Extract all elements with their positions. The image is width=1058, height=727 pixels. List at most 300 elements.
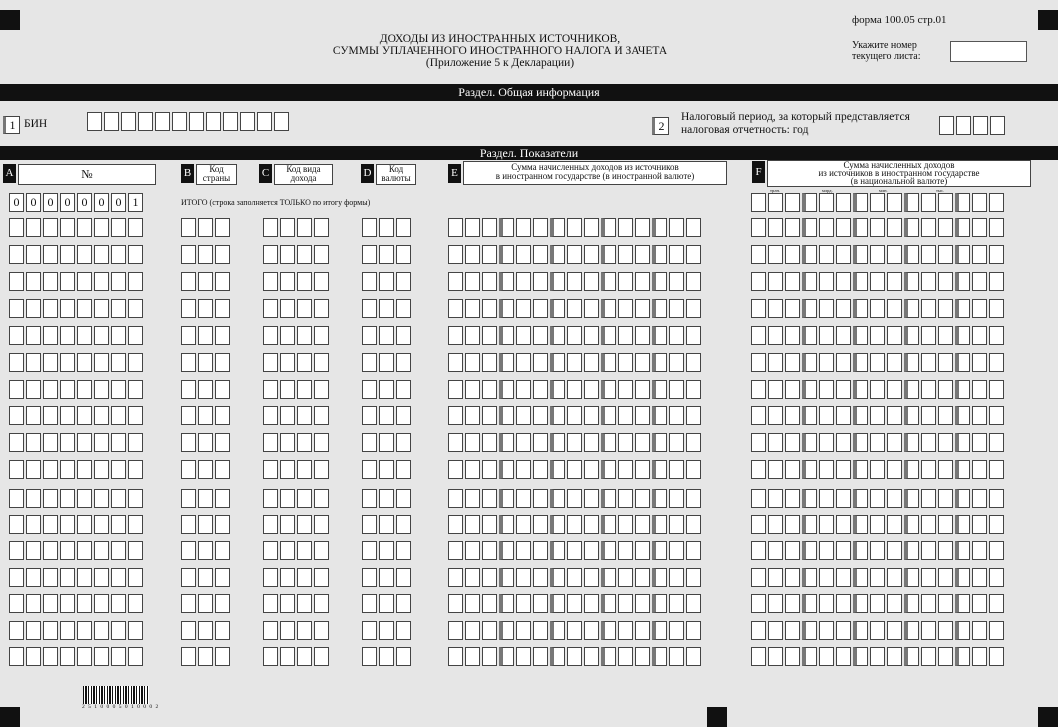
col-e-cell[interactable] [584,245,599,264]
col-f-cell[interactable] [751,353,766,372]
col-d-cell[interactable] [362,541,377,560]
col-d-group[interactable] [362,594,411,613]
col-f-cell[interactable] [819,568,834,587]
col-a-cell[interactable] [111,460,126,479]
col-a-cell[interactable] [94,541,109,560]
col-c-cell[interactable] [280,541,295,560]
col-a-cell[interactable]: 0 [26,193,41,212]
col-d-cell[interactable] [396,594,411,613]
col-e-cell[interactable] [601,594,616,613]
col-f-cell[interactable] [904,353,919,372]
col-f-cell[interactable] [751,433,766,452]
col-c-cell[interactable] [263,433,278,452]
col-e-cell[interactable] [465,380,480,399]
col-a-cell[interactable] [26,647,41,666]
col-f-cell[interactable] [938,245,953,264]
col-e-cell[interactable] [550,380,565,399]
col-f-group[interactable] [751,380,1004,399]
col-f-cell[interactable] [853,433,868,452]
bin-input[interactable] [87,112,289,131]
col-f-cell[interactable] [785,647,800,666]
col-e-cell[interactable] [499,326,514,345]
col-a-cell[interactable] [77,245,92,264]
col-e-cell[interactable] [499,218,514,237]
col-a-cell[interactable]: 0 [77,193,92,212]
col-e-group[interactable] [448,541,701,560]
col-f-group[interactable] [751,489,1004,508]
col-f-cell[interactable] [751,515,766,534]
col-c-cell[interactable] [314,647,329,666]
col-e-cell[interactable] [550,568,565,587]
col-f-cell[interactable] [768,568,783,587]
col-e-cell[interactable] [448,380,463,399]
col-e-cell[interactable] [584,568,599,587]
col-c-cell[interactable] [280,272,295,291]
col-b-cell[interactable] [181,433,196,452]
col-e-cell[interactable] [669,406,684,425]
col-e-cell[interactable] [618,406,633,425]
col-e-cell[interactable] [567,299,582,318]
col-a-group[interactable] [9,433,143,452]
col-f-cell[interactable] [802,568,817,587]
col-f-cell[interactable] [921,299,936,318]
col-f-cell[interactable] [819,326,834,345]
col-a-cell[interactable]: 1 [128,193,143,212]
col-e-cell[interactable] [686,353,701,372]
col-a-cell[interactable] [77,489,92,508]
col-f-cell[interactable] [751,218,766,237]
col-a-cell[interactable] [9,621,24,640]
col-a-cell[interactable] [111,433,126,452]
col-c-cell[interactable] [297,647,312,666]
col-a-cell[interactable] [26,568,41,587]
col-a-cell[interactable] [111,541,126,560]
col-f-cell[interactable] [972,218,987,237]
col-e-cell[interactable] [550,515,565,534]
col-e-cell[interactable] [448,647,463,666]
col-d-cell[interactable] [379,541,394,560]
col-f-cell[interactable] [955,272,970,291]
col-e-cell[interactable] [618,568,633,587]
col-c-cell[interactable] [280,647,295,666]
col-f-cell[interactable] [819,621,834,640]
col-e-cell[interactable] [499,433,514,452]
col-a-cell[interactable] [60,299,75,318]
col-d-cell[interactable] [379,245,394,264]
col-e-cell[interactable] [482,489,497,508]
col-c-group[interactable] [263,245,329,264]
col-c-cell[interactable] [263,515,278,534]
col-f-cell[interactable] [853,245,868,264]
col-f-group[interactable] [751,245,1004,264]
col-e-cell[interactable] [482,594,497,613]
col-a-cell[interactable] [128,245,143,264]
col-e-cell[interactable] [601,380,616,399]
col-f-cell[interactable] [870,272,885,291]
col-c-cell[interactable] [280,380,295,399]
col-f-cell[interactable] [904,380,919,399]
col-f-cell[interactable] [938,353,953,372]
col-b-cell[interactable] [215,326,230,345]
col-a-cell[interactable] [77,326,92,345]
col-f-cell[interactable] [785,621,800,640]
col-e-cell[interactable] [669,218,684,237]
col-b-group[interactable] [181,594,230,613]
col-f-cell[interactable] [802,380,817,399]
col-f-cell[interactable] [819,299,834,318]
col-f-cell[interactable] [972,433,987,452]
col-b-cell[interactable] [215,541,230,560]
col-e-cell[interactable] [533,433,548,452]
col-e-cell[interactable] [635,272,650,291]
col-e-cell[interactable] [601,353,616,372]
col-c-group[interactable] [263,541,329,560]
col-e-cell[interactable] [669,594,684,613]
col-b-cell[interactable] [181,621,196,640]
col-a-cell[interactable] [77,460,92,479]
col-c-cell[interactable] [297,568,312,587]
col-c-cell[interactable] [314,489,329,508]
col-e-cell[interactable] [618,594,633,613]
col-f-cell[interactable] [802,647,817,666]
col-f-cell[interactable] [938,272,953,291]
col-f-cell[interactable] [836,218,851,237]
col-f-cell[interactable] [972,568,987,587]
col-a-cell[interactable] [94,245,109,264]
bin-digit-cell[interactable] [87,112,102,131]
col-e-cell[interactable] [618,433,633,452]
col-e-cell[interactable] [669,353,684,372]
col-e-cell[interactable] [567,541,582,560]
col-f-cell[interactable] [870,353,885,372]
col-a-cell[interactable] [43,568,58,587]
col-e-cell[interactable] [448,515,463,534]
col-e-cell[interactable] [635,489,650,508]
col-e-cell[interactable] [601,299,616,318]
year-digit-cell[interactable] [956,116,971,135]
col-f-cell[interactable] [887,433,902,452]
col-c-cell[interactable] [263,460,278,479]
col-f-cell[interactable] [972,460,987,479]
col-e-cell[interactable] [567,647,582,666]
col-e-cell[interactable] [635,406,650,425]
col-e-cell[interactable] [601,621,616,640]
col-e-cell[interactable] [533,272,548,291]
col-b-cell[interactable] [181,272,196,291]
col-e-cell[interactable] [686,621,701,640]
col-e-cell[interactable] [465,460,480,479]
col-a-cell[interactable] [128,272,143,291]
tax-year-input[interactable] [939,116,1005,135]
col-f-cell[interactable] [904,433,919,452]
col-f-cell[interactable] [989,380,1004,399]
col-f-group[interactable] [751,541,1004,560]
col-a-cell[interactable] [26,272,41,291]
col-a-group[interactable] [9,245,143,264]
col-e-cell[interactable] [482,406,497,425]
col-e-group[interactable] [448,353,701,372]
col-b-cell[interactable] [215,245,230,264]
col-f-cell[interactable] [751,299,766,318]
col-e-group[interactable] [448,621,701,640]
col-e-cell[interactable] [635,515,650,534]
col-b-cell[interactable] [215,515,230,534]
col-a-cell[interactable] [43,647,58,666]
col-b-cell[interactable] [198,594,213,613]
col-c-cell[interactable] [297,460,312,479]
col-f-cell[interactable] [938,299,953,318]
col-f-cell[interactable] [785,460,800,479]
col-e-cell[interactable] [567,489,582,508]
col-c-cell[interactable] [314,218,329,237]
col-e-cell[interactable] [465,433,480,452]
col-f-cell[interactable] [989,568,1004,587]
col-f-cell[interactable] [972,353,987,372]
col-e-cell[interactable] [584,489,599,508]
col-f-cell[interactable] [870,460,885,479]
col-e-cell[interactable] [448,406,463,425]
col-f-cell[interactable] [768,515,783,534]
col-a-cell[interactable] [26,326,41,345]
col-f-cell[interactable] [836,433,851,452]
col-f-cell[interactable] [751,541,766,560]
col-f-cell[interactable] [955,218,970,237]
col-e-cell[interactable] [482,326,497,345]
col-e-cell[interactable] [465,515,480,534]
col-f-cell[interactable] [921,245,936,264]
col-a-cell[interactable] [128,326,143,345]
col-c-group[interactable] [263,299,329,318]
col-f-cell[interactable] [853,621,868,640]
col-c-cell[interactable] [263,541,278,560]
col-a-cell[interactable] [94,326,109,345]
col-b-group[interactable] [181,406,230,425]
col-f-cell[interactable] [870,406,885,425]
col-f-cell[interactable] [853,353,868,372]
col-c-cell[interactable] [263,489,278,508]
col-e-cell[interactable] [533,647,548,666]
col-f-cell[interactable] [955,245,970,264]
col-c-group[interactable] [263,218,329,237]
col-a-cell[interactable] [9,272,24,291]
col-a-cell[interactable] [77,380,92,399]
col-e-cell[interactable] [533,515,548,534]
col-f-cell[interactable] [921,515,936,534]
col-f-cell[interactable] [819,406,834,425]
bin-digit-cell[interactable] [155,112,170,131]
col-e-cell[interactable] [618,460,633,479]
col-e-cell[interactable] [550,245,565,264]
col-a-cell[interactable] [128,647,143,666]
col-f-cell[interactable] [785,489,800,508]
col-a-cell[interactable] [26,353,41,372]
col-f-cell[interactable] [802,245,817,264]
year-digit-cell[interactable] [939,116,954,135]
col-a-cell[interactable] [60,326,75,345]
col-c-cell[interactable] [263,647,278,666]
col-f-cell[interactable] [887,515,902,534]
bin-digit-cell[interactable] [274,112,289,131]
col-c-cell[interactable] [280,594,295,613]
col-d-group[interactable] [362,489,411,508]
col-e-cell[interactable] [516,380,531,399]
col-f-cell[interactable] [904,647,919,666]
col-c-cell[interactable] [280,489,295,508]
col-f-cell[interactable] [785,299,800,318]
col-e-cell[interactable] [567,594,582,613]
col-b-cell[interactable] [181,353,196,372]
col-a-cell[interactable] [111,218,126,237]
col-e-cell[interactable] [652,541,667,560]
col-e-cell[interactable] [601,406,616,425]
col-f-cell[interactable] [870,568,885,587]
col-f-cell[interactable] [853,594,868,613]
col-d-cell[interactable] [362,489,377,508]
col-d-group[interactable] [362,460,411,479]
col-a-cell[interactable] [9,460,24,479]
col-a-group[interactable] [9,406,143,425]
col-f-cell[interactable] [870,647,885,666]
col-a-cell[interactable]: 0 [111,193,126,212]
col-f-cell[interactable] [785,568,800,587]
col-a-cell[interactable] [77,353,92,372]
col-f-cell[interactable] [819,647,834,666]
col-a-cell[interactable]: 0 [94,193,109,212]
col-c-group[interactable] [263,353,329,372]
col-e-cell[interactable] [567,353,582,372]
col-b-cell[interactable] [215,460,230,479]
col-a-cell[interactable] [77,299,92,318]
col-d-cell[interactable] [362,647,377,666]
col-f-cell[interactable] [887,299,902,318]
bin-digit-cell[interactable] [257,112,272,131]
col-f-cell[interactable] [836,568,851,587]
col-f-cell[interactable] [887,594,902,613]
col-e-cell[interactable] [652,380,667,399]
col-e-cell[interactable] [601,647,616,666]
col-e-group[interactable] [448,515,701,534]
col-e-cell[interactable] [618,299,633,318]
col-d-group[interactable] [362,541,411,560]
col-e-cell[interactable] [584,326,599,345]
col-b-cell[interactable] [215,594,230,613]
col-d-cell[interactable] [362,460,377,479]
col-f-cell[interactable] [836,353,851,372]
col-a-cell[interactable] [60,218,75,237]
col-e-cell[interactable] [567,621,582,640]
col-e-cell[interactable] [482,245,497,264]
col-b-cell[interactable] [181,299,196,318]
col-c-group[interactable] [263,489,329,508]
col-b-group[interactable] [181,218,230,237]
col-f-cell[interactable] [921,489,936,508]
col-e-cell[interactable] [550,594,565,613]
col-c-cell[interactable] [297,299,312,318]
col-f-cell[interactable] [802,594,817,613]
col-f-cell[interactable] [853,515,868,534]
col-e-cell[interactable] [618,326,633,345]
col-f-cell[interactable] [921,541,936,560]
col-d-group[interactable] [362,621,411,640]
col-e-cell[interactable] [448,621,463,640]
col-f-cell[interactable] [819,218,834,237]
col-f-cell[interactable] [887,353,902,372]
col-a-cell[interactable] [26,299,41,318]
col-f-group[interactable] [751,353,1004,372]
col-a-group[interactable] [9,647,143,666]
col-c-cell[interactable] [263,326,278,345]
col-c-cell[interactable] [297,353,312,372]
col-e-cell[interactable] [567,515,582,534]
col-f-cell[interactable] [938,326,953,345]
col-f-cell[interactable] [938,193,953,212]
col-e-group[interactable] [448,647,701,666]
col-d-cell[interactable] [379,380,394,399]
col-f-cell[interactable] [904,272,919,291]
col-e-cell[interactable] [516,245,531,264]
col-e-cell[interactable] [635,647,650,666]
col-e-cell[interactable] [516,594,531,613]
col-f-cell[interactable] [768,594,783,613]
bin-digit-cell[interactable] [104,112,119,131]
col-e-cell[interactable] [516,647,531,666]
col-a-group[interactable] [9,460,143,479]
year-digit-cell[interactable] [990,116,1005,135]
col-f-cell[interactable] [955,515,970,534]
col-d-cell[interactable] [379,299,394,318]
col-c-cell[interactable] [263,621,278,640]
col-e-cell[interactable] [499,515,514,534]
col-f-group[interactable] [751,218,1004,237]
col-f-cell[interactable] [921,218,936,237]
col-e-cell[interactable] [516,460,531,479]
col-e-cell[interactable] [584,433,599,452]
col-c-cell[interactable] [314,515,329,534]
col-f-cell[interactable] [921,568,936,587]
col-f-cell[interactable] [819,541,834,560]
col-f-cell[interactable] [887,406,902,425]
col-e-cell[interactable] [652,515,667,534]
col-f-cell[interactable] [785,380,800,399]
col-f-cell[interactable] [751,621,766,640]
col-b-group[interactable] [181,541,230,560]
col-a-cell[interactable] [9,326,24,345]
col-f-cell[interactable] [870,326,885,345]
col-d-group[interactable] [362,380,411,399]
col-a-cell[interactable] [26,245,41,264]
col-b-group[interactable] [181,433,230,452]
col-e-cell[interactable] [567,460,582,479]
col-d-group[interactable] [362,272,411,291]
col-f-cell[interactable] [802,406,817,425]
col-f-cell[interactable] [938,541,953,560]
col-a-cell[interactable] [9,541,24,560]
col-c-cell[interactable] [297,515,312,534]
col-a-cell[interactable] [128,353,143,372]
col-e-cell[interactable] [652,594,667,613]
col-e-group[interactable] [448,326,701,345]
col-f-cell[interactable] [751,568,766,587]
col-e-cell[interactable] [567,406,582,425]
col-a-cell[interactable] [26,406,41,425]
col-f-cell[interactable] [955,433,970,452]
col-b-cell[interactable] [215,433,230,452]
col-e-cell[interactable] [686,326,701,345]
col-e-cell[interactable] [516,299,531,318]
col-c-cell[interactable] [263,568,278,587]
col-e-cell[interactable] [618,647,633,666]
col-a-cell[interactable] [111,353,126,372]
